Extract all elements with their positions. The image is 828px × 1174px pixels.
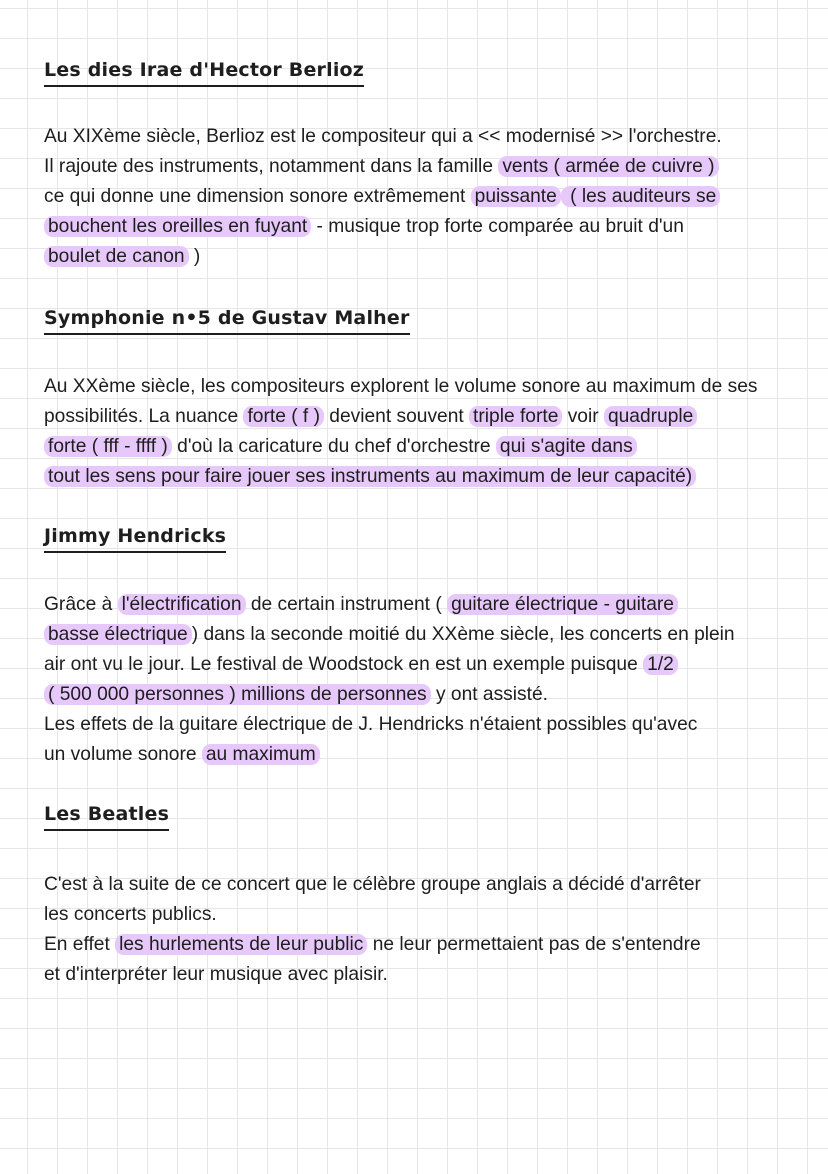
- text-segment: un volume sonore: [44, 744, 202, 765]
- highlighted-text: qui s'agite dans: [496, 436, 637, 457]
- highlighted-text: triple forte: [469, 406, 562, 427]
- section-heading-berlioz: Les dies Irae d'Hector Berlioz: [44, 58, 364, 87]
- text-line: [44, 122, 789, 152]
- section-heading-beatles: Les Beatles: [44, 802, 169, 831]
- section-heading-mahler: Symphonie n•5 de Gustav Malher: [44, 306, 410, 335]
- text-segment: possibilités. La nuance: [44, 406, 244, 427]
- highlighted-text: guitare électrique - guitare: [447, 594, 678, 615]
- text-line: [44, 710, 789, 740]
- text-segment: - musique trop forte comparée au bruit d'un: [311, 216, 684, 237]
- text-segment: de certain instrument (: [245, 594, 448, 615]
- text-line: [44, 432, 789, 462]
- text-line: [44, 620, 789, 650]
- text-segment: ) dans la seconde moitié du XXème siècle, les concerts en plein: [191, 624, 735, 645]
- highlighted-text: puissante: [471, 186, 561, 207]
- section-body-mahler: [44, 372, 789, 492]
- highlighted-text: vents ( armée de cuivre ): [498, 156, 718, 177]
- text-segment: les concerts publics.: [44, 904, 217, 925]
- text-line: [44, 680, 789, 710]
- text-line: [44, 242, 789, 272]
- highlighted-text: ( 500 000 personnes ) millions de personnes: [44, 684, 431, 705]
- text-line: [44, 152, 789, 182]
- text-line: [44, 960, 789, 990]
- highlighted-text: tout les sens pour faire jouer ses instruments au maximum de leur capacité): [44, 466, 696, 487]
- text-segment: ce qui donne une dimension sonore extrêmement: [44, 186, 471, 207]
- text-line: [44, 930, 789, 960]
- text-line: [44, 870, 789, 900]
- text-line: [44, 590, 789, 620]
- text-line: [44, 212, 789, 242]
- text-segment: air ont vu le jour. Le festival de Woodstock en est un exemple puisque: [44, 654, 644, 675]
- highlighted-text: ( les auditeurs se: [561, 186, 720, 207]
- text-segment: ): [188, 246, 201, 267]
- text-line: [44, 402, 789, 432]
- text-segment: C'est à la suite de ce concert que le célèbre groupe anglais a décidé d'arrêter: [44, 874, 701, 895]
- text-segment: voir: [562, 406, 604, 427]
- text-segment: y ont assisté.: [430, 684, 548, 705]
- text-segment: ne leur permettaient pas de s'entendre: [367, 934, 701, 955]
- text-segment: devient souvent: [323, 406, 470, 427]
- text-line: [44, 740, 789, 770]
- highlighted-text: l'électrification: [118, 594, 246, 615]
- text-segment: Grâce à: [44, 594, 118, 615]
- text-line: [44, 900, 789, 930]
- section-heading-hendricks: Jimmy Hendricks: [44, 524, 226, 553]
- text-line: [44, 462, 789, 492]
- section-body-hendricks: [44, 590, 789, 770]
- text-line: [44, 650, 789, 680]
- text-segment: En effet: [44, 934, 116, 955]
- text-segment: Au XIXème siècle, Berlioz est le compositeur qui a << modernisé >> l'orchestre.: [44, 126, 722, 147]
- highlighted-text: boulet de canon: [44, 246, 189, 267]
- highlighted-text: forte ( f ): [243, 406, 324, 427]
- text-segment: Il rajoute des instruments, notamment dans la famille: [44, 156, 499, 177]
- text-segment: d'où la caricature du chef d'orchestre: [171, 436, 496, 457]
- section-body-beatles: [44, 870, 789, 990]
- highlighted-text: basse électrique: [44, 624, 192, 645]
- highlighted-text: bouchent les oreilles en fuyant: [44, 216, 311, 237]
- text-line: [44, 372, 789, 402]
- text-segment: Les effets de la guitare électrique de J. Hendricks n'étaient possibles qu'avec: [44, 714, 698, 735]
- text-line: [44, 182, 789, 212]
- highlighted-text: au maximum: [202, 744, 320, 765]
- highlighted-text: forte ( fff - ffff ): [44, 436, 172, 457]
- text-segment: et d'interpréter leur musique avec plaisir.: [44, 964, 388, 985]
- text-segment: Au XXème siècle, les compositeurs explorent le volume sonore au maximum de ses: [44, 376, 758, 397]
- highlighted-text: 1/2: [643, 654, 678, 675]
- highlighted-text: les hurlements de leur public: [115, 934, 367, 955]
- section-body-berlioz: [44, 122, 789, 272]
- highlighted-text: quadruple: [604, 406, 697, 427]
